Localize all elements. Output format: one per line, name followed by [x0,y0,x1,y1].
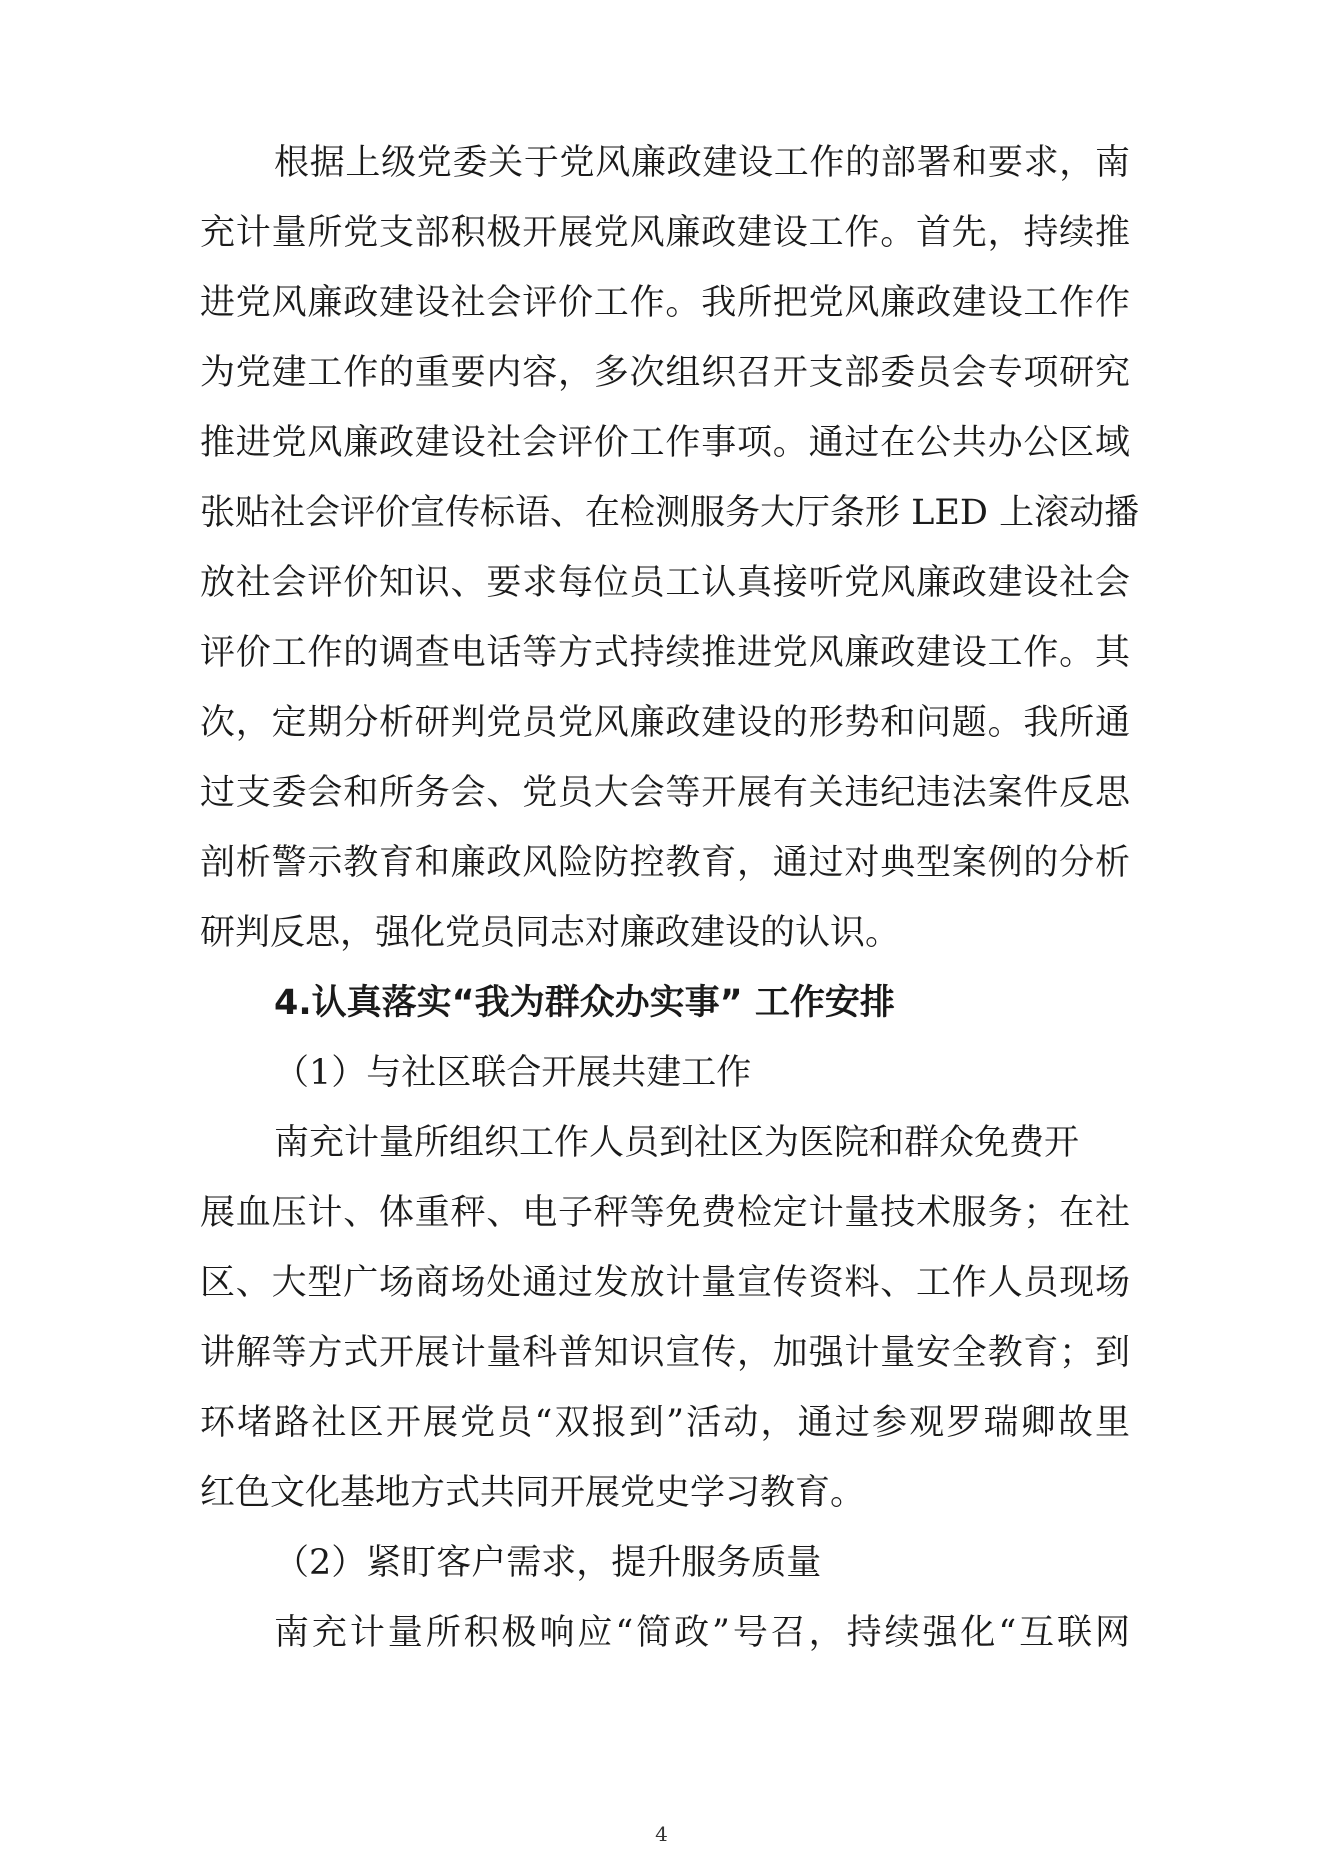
page-number: 4 [655,1822,668,1846]
paragraph-community-service [200,1108,1130,1528]
document-body [200,128,1140,1668]
subsection-heading: （1）与社区联合开展共建工作 [274,1053,752,1093]
text-line: 充计量所党支部积极开展党风廉政建设工作。首先，持续推 [200,213,1130,253]
text-line: 过支委会和所务会、党员大会等开展有关违纪违法案件反思 [200,773,1130,813]
paragraph-service-quality [200,1598,1130,1668]
text-line: 区、大型广场商场处通过发放计量宣传资料、工作人员现场 [200,1263,1130,1303]
text-line: 为党建工作的重要内容，多次组织召开支部委员会专项研究 [200,353,1130,393]
text-line: 次，定期分析研判党员党风廉政建设的形势和问题。我所通 [200,703,1130,743]
text-line: 进党风廉政建设社会评价工作。我所把党风廉政建设工作作 [200,283,1130,323]
text-line: 推进党风廉政建设社会评价工作事项。通过在公共办公区域 [200,423,1130,463]
section-heading: 4.认真落实“我为群众办实事” 工作安排 [274,983,895,1023]
text-line: 红色文化基地方式共同开展党史学习教育。 [200,1473,866,1513]
text-line: 剖析警示教育和廉政风险防控教育，通过对典型案例的分析 [200,843,1130,883]
subsection-heading: （2）紧盯客户需求，提升服务质量 [274,1543,822,1583]
text-line: 根据上级党委关于党风廉政建设工作的部署和要求，南 [274,143,1130,183]
paragraph-party-conduct [200,128,1140,968]
text-line: 研判反思，强化党员同志对廉政建设的认识。 [200,913,901,953]
text-line: 张贴社会评价宣传标语、在检测服务大厅条形 LED 上滚动播 [200,493,1140,533]
text-line: 放社会评价知识、要求每位员工认真接听党风廉政建设社会 [200,563,1130,603]
text-line: 环堵路社区开展党员“双报到”活动，通过参观罗瑞卿故里 [200,1403,1130,1443]
text-line: 讲解等方式开展计量科普知识宣传，加强计量安全教育；到 [200,1333,1130,1373]
text-line: 评价工作的调查电话等方式持续推进党风廉政建设工作。其 [200,633,1130,673]
text-line: 南充计量所组织工作人员到社区为医院和群众免费开 [274,1123,1080,1163]
text-line: 南充计量所积极响应“简政”号召，持续强化“互联网 [274,1613,1130,1653]
text-line: 展血压计、体重秤、电子秤等免费检定计量技术服务；在社 [200,1193,1130,1233]
